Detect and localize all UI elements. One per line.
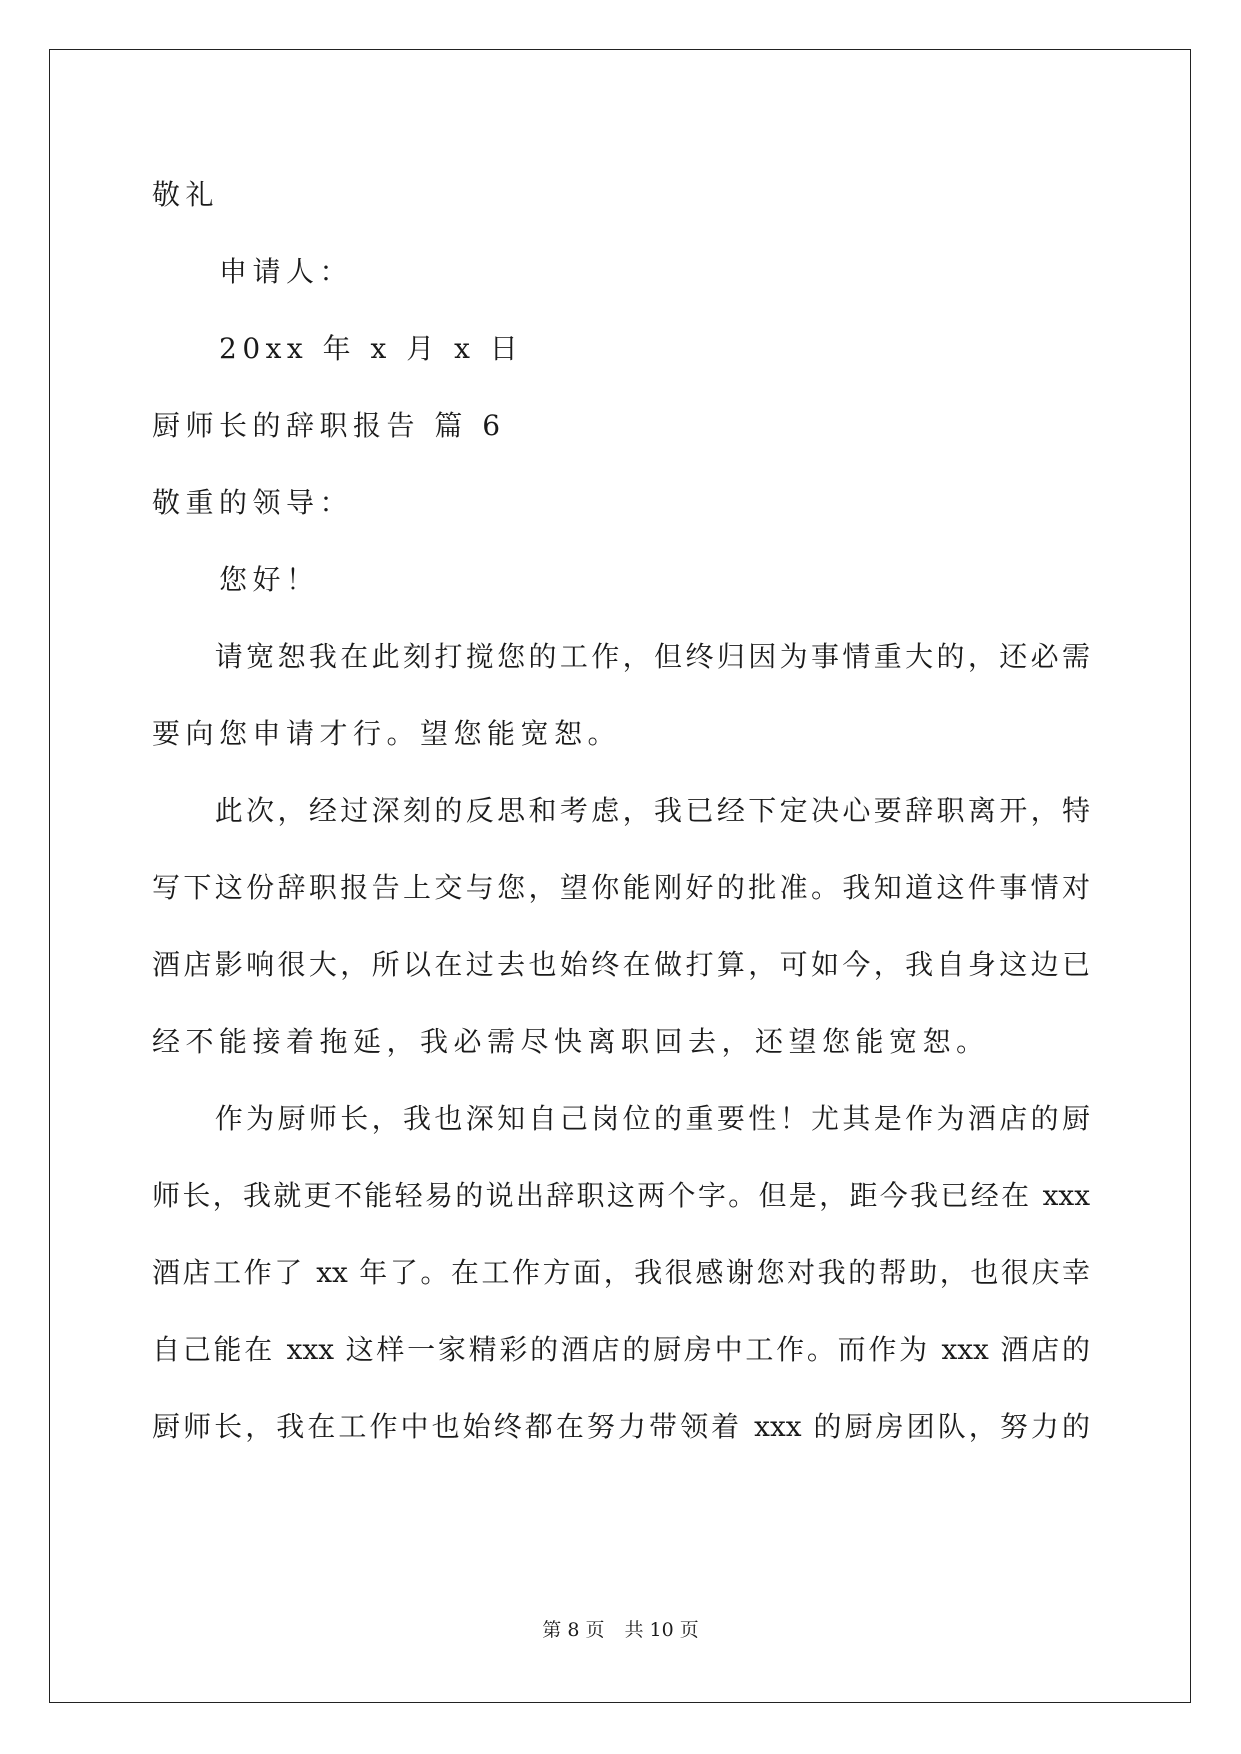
paragraph-line: 此次，经过深刻的反思和考虑，我已经下定决心要辞职离开，特	[152, 794, 1090, 827]
paragraph-line: 自己能在 xxx 这样一家精彩的酒店的厨房中工作。而作为 xxx 酒店的	[152, 1333, 1090, 1366]
hello-line: 您好！	[152, 563, 320, 596]
page-number: 第 8 页	[542, 1619, 605, 1641]
paragraph-line: 酒店工作了 xx 年了。在工作方面，我很感谢您对我的帮助，也很庆幸	[152, 1256, 1090, 1289]
paragraph-line: 经不能接着拖延，我必需尽快离职回去，还望您能宽恕。	[152, 1025, 990, 1058]
page-footer	[0, 1617, 1241, 1643]
paragraph-line: 师长，我就更不能轻易的说出辞职这两个字。但是，距今我已经在 xxx	[152, 1179, 1090, 1212]
paragraph-line: 酒店影响很大，所以在过去也始终在做打算，可如今，我自身这边已	[152, 948, 1090, 981]
closing-salutation: 敬礼	[152, 178, 220, 211]
paragraph-line: 要向您申请才行。望您能宽恕。	[152, 717, 622, 750]
paragraph-line: 作为厨师长，我也深知自己岗位的重要性！尤其是作为酒店的厨	[152, 1102, 1090, 1135]
paragraph-line: 请宽恕我在此刻打搅您的工作，但终归因为事情重大的，还必需	[152, 640, 1090, 673]
paragraph-line: 厨师长，我在工作中也始终都在努力带领着 xxx 的厨房团队，努力的	[152, 1410, 1090, 1443]
paragraph-line: 写下这份辞职报告上交与您，望你能刚好的批准。我知道这件事情对	[152, 871, 1090, 904]
greeting-line: 敬重的领导：	[152, 486, 354, 519]
page-total: 共 10 页	[624, 1619, 699, 1641]
date-line: 20xx 年 x 月 x 日	[152, 332, 524, 365]
applicant-label: 申请人：	[152, 255, 354, 288]
section-heading: 厨师长的辞职报告 篇 6	[152, 409, 506, 442]
